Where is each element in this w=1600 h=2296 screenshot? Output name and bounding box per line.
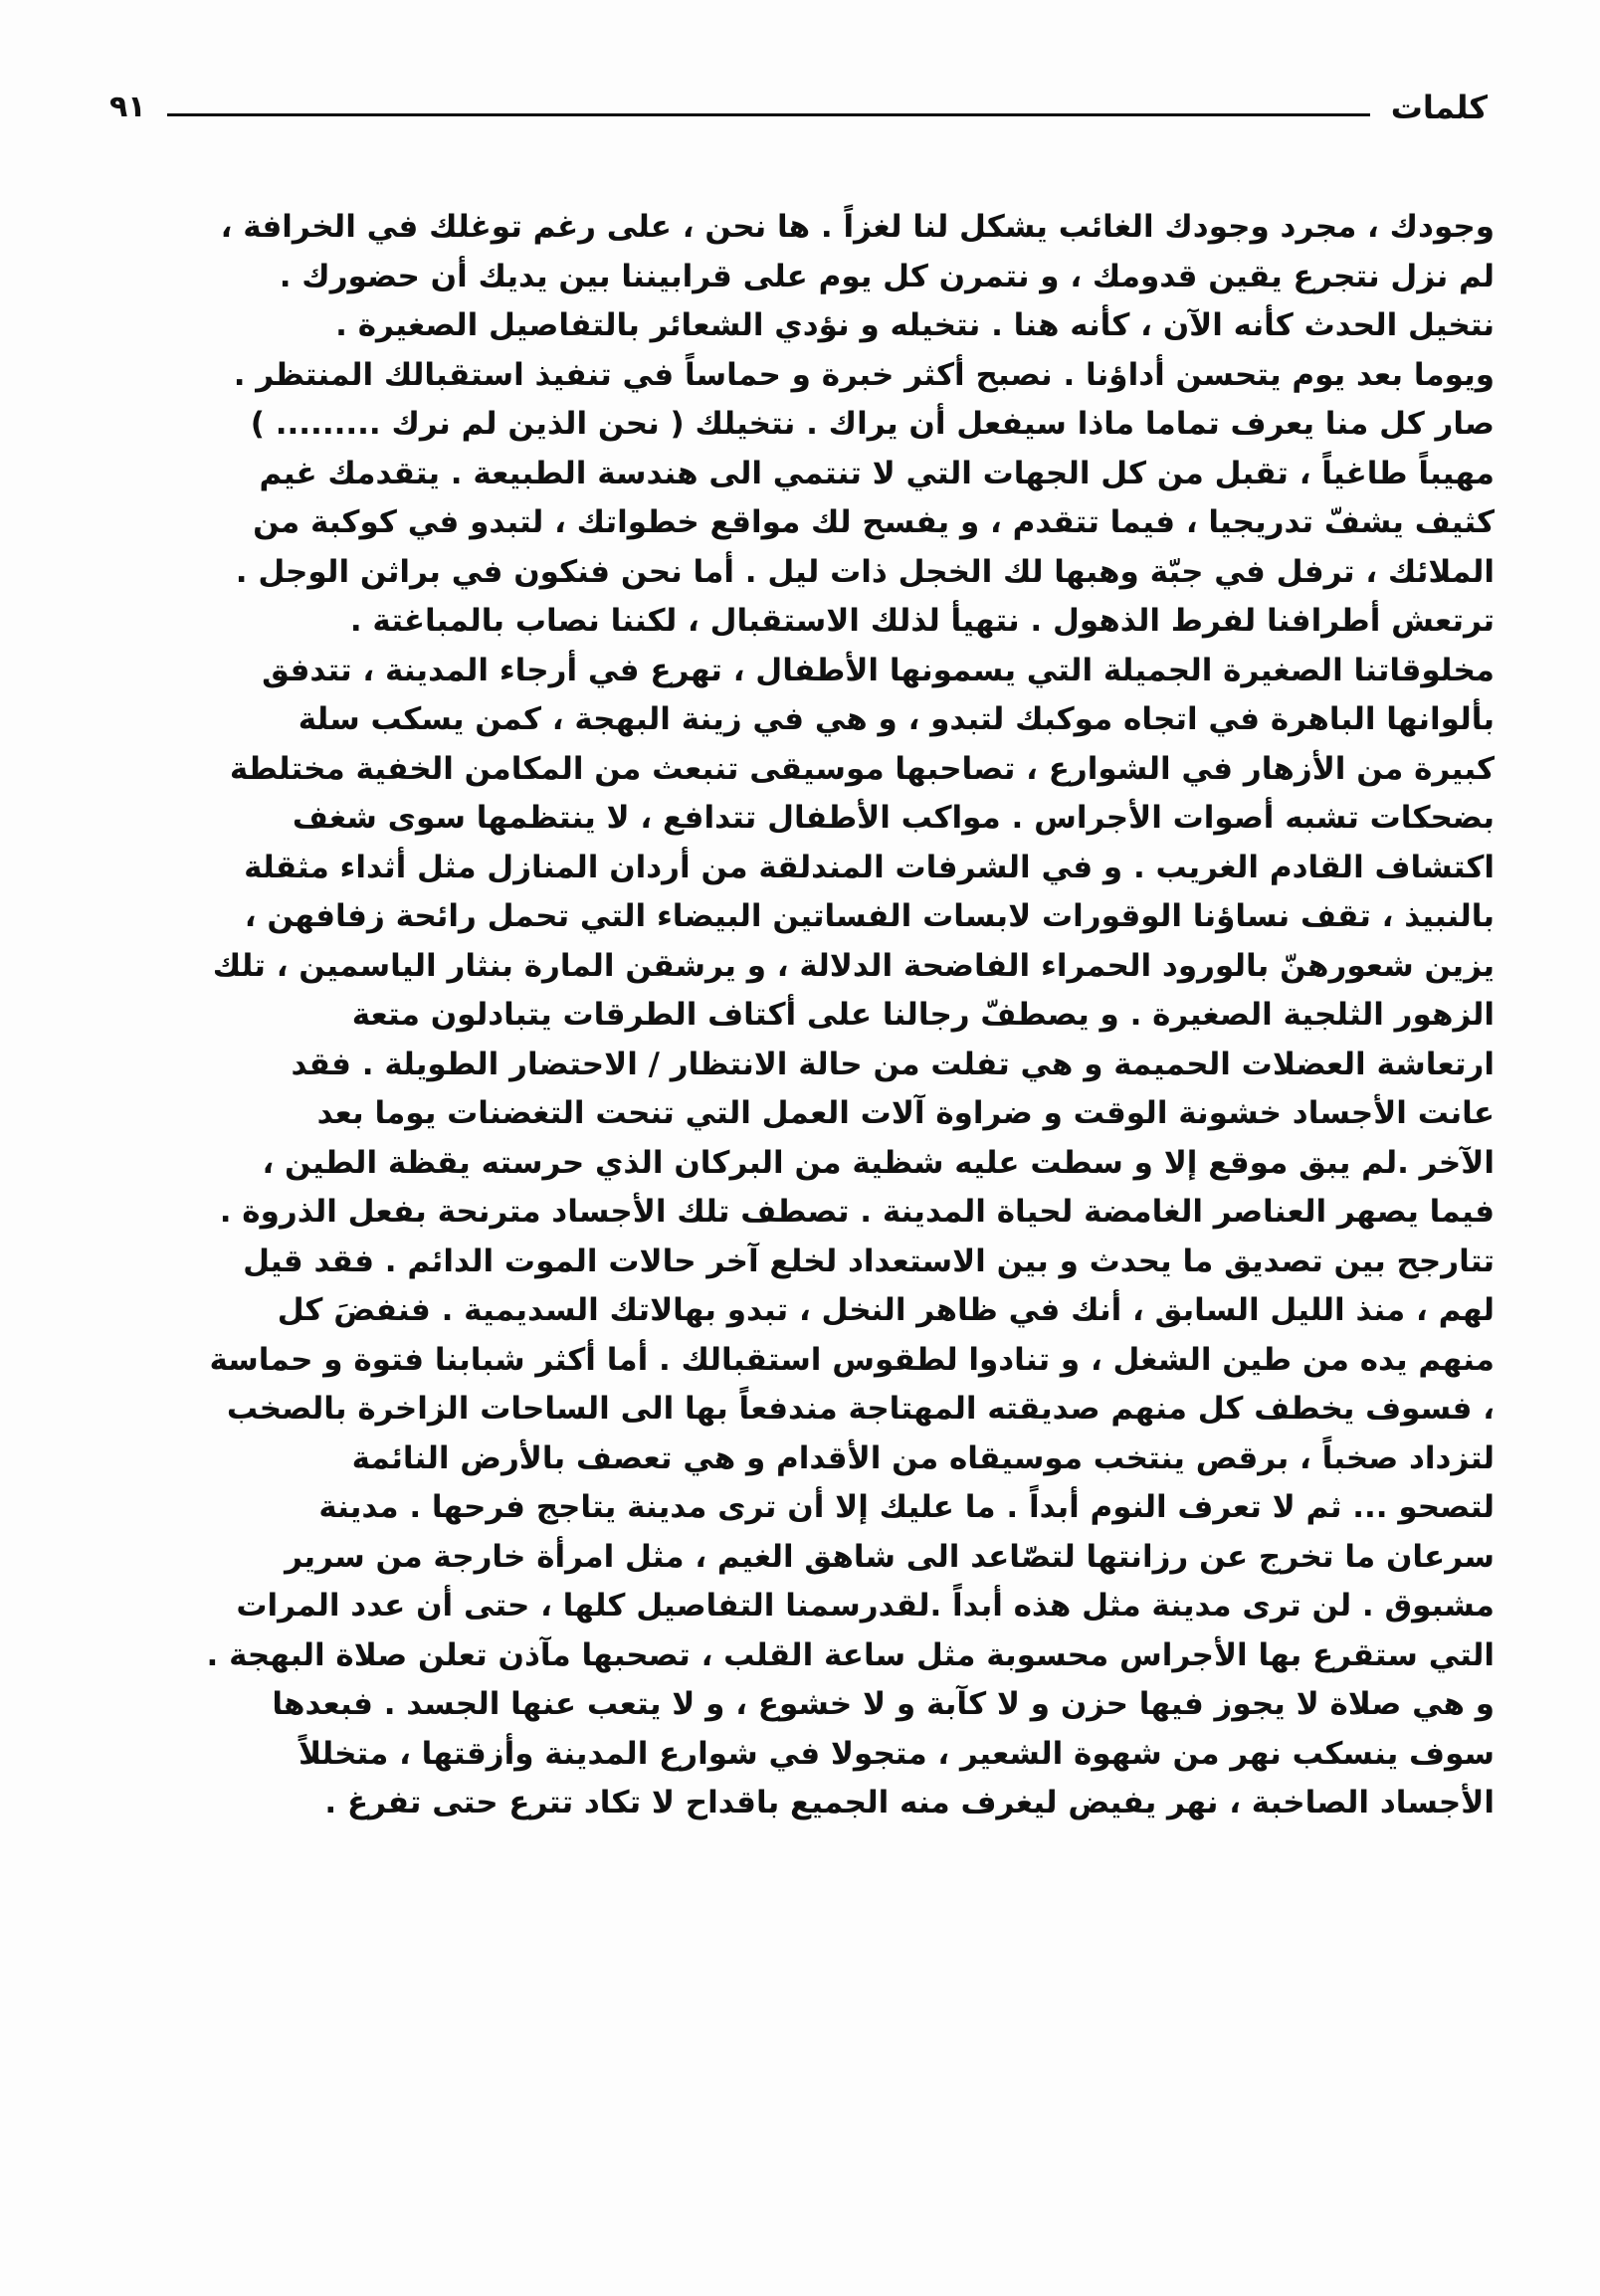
text-line: نتخيل الحدث كأنه الآن ، كأنه هنا . نتخيله و نؤدي الشعائر بالتفاصيل الصغيرة .: [335, 307, 1495, 343]
text-line: بألوانها الباهرة في اتجاه موكبك لتبدو ، و هي في زينة البهجة ، كمن يسكب سلة: [298, 701, 1495, 737]
text-line: مشبوق . لن ترى مدينة مثل هذه أبداً .لقدرسمنا التفاصيل كلها ، حتى أن عدد المرات: [236, 1588, 1495, 1624]
text-line: و هي صلاة لا يجوز فيها حزن و لا كآبة و لا خشوع ، و لا يتعب عنها الجسد . فبعدها: [272, 1686, 1495, 1722]
text-line: ، فسوف يخطف كل منهم صديقته المهتاجة مندفعاً بها الى الساحات الزاخرة بالصخب: [226, 1391, 1495, 1427]
text-line: عانت الأجساد خشونة الوقت و ضراوة آلات العمل التي تنحت التغضنات يوما بعد: [316, 1095, 1495, 1131]
text-line: يزين شعورهنّ بالورود الحمراء الفاضحة الدلالة ، و يرشقن المارة بنثار الياسمين ، تلك: [212, 947, 1495, 984]
text-line: ترتعش أطرافنا لفرط الذهول . نتهيأ لذلك الاستقبال ، لكننا نصاب بالمباغتة .: [349, 603, 1495, 639]
running-title: كلمات: [1390, 89, 1488, 126]
text-line: وجودك ، مجرد وجودك الغائب يشكل لنا لغزاً . ها نحن ، على رغم توغلك في الخرافة ،: [220, 209, 1495, 245]
text-line: اكتشاف القادم الغريب . و في الشرفات المندلقة من أردان المنازل مثل أثداء مثقلة: [244, 849, 1495, 885]
text-line: الملائك ، ترفل في جبّة وهبها لك الخجل ذات ليل . أما نحن فنكون في براثن الوجل .: [235, 553, 1495, 590]
text-line: صار كل منا يعرف تماما ماذا سيفعل أن يراك . نتخيلك ( نحن الذين لم نرك ......... ): [250, 406, 1495, 442]
text-line: منهم يده من طين الشغل ، و تنادوا لطقوس استقبالك . أما أكثر شبابنا فتوة و حماسة: [209, 1341, 1495, 1378]
text-line: لتصحو ... ثم لا تعرف النوم أبداً . ما عليك إلا أن ترى مدينة يتاجج فرحها . مدينة: [318, 1489, 1495, 1525]
text-line: لم نزل نتجرع يقين قدومك ، و نتمرن كل يوم على قرابيننا بين يديك أن حضورك .: [279, 258, 1495, 294]
text-line: ويوما بعد يوم يتحسن أداؤنا . نصبح أكثر خبرة و حماساً في تنفيذ استقبالك المنتظر .: [233, 356, 1495, 393]
header-rule: [167, 113, 1370, 116]
text-line: كبيرة من الأزهار في الشوارع ، تصاحبها موسيقى تنبعث من المكامن الخفية مختلطة: [229, 750, 1495, 787]
text-line: الزهور الثلجية الصغيرة . و يصطفّ رجالنا على أكتاف الطرقات يتبادلون متعة: [351, 997, 1495, 1033]
text-line: فيما يصهر العناصر الغامضة لحياة المدينة . تصطف تلك الأجساد مترنحة بفعل الذروة .: [219, 1194, 1495, 1230]
text-line: بالنبيذ ، تقف نساؤنا الوقورات لابسات الفساتين البيضاء التي تحمل رائحة زفافهن ،: [244, 898, 1495, 934]
text-line: الأجساد الصاخبة ، نهر يفيض ليغرف منه الجميع باقداح لا تكاد تترع حتى تفرغ .: [324, 1785, 1495, 1820]
text-line: كثيف يشفّ تدريجيا ، فيما تتقدم ، و يفسح لك مواقع خطواتك ، لتبدو في كوكبة من: [253, 504, 1495, 540]
text-line: مخلوقاتنا الصغيرة الجميلة التي يسمونها الأطفال ، تهرع في أرجاء المدينة ، تتدفق: [262, 652, 1495, 688]
text-line: بضحكات تشبه أصوات الأجراس . مواكب الأطفال تتدافع ، لا ينتظمها سوى شغف: [292, 800, 1495, 836]
page-header: [109, 88, 1488, 127]
text-line: مهيباً طاغياً ، تقبل من كل الجهات التي لا تنتمي الى هندسة الطبيعة . يتقدمك غيم: [259, 455, 1495, 491]
text-line: سرعان ما تخرج عن رزانتها لتصّاعد الى شاهق الغيم ، مثل امرأة خارجة من سرير: [285, 1538, 1495, 1575]
text-line: سوف ينسكب نهر من شهوة الشعير ، متجولا في شوارع المدينة وأزقتها ، متخللاً: [298, 1735, 1495, 1772]
body-text: [82, 203, 1495, 2222]
text-line: لتزداد صخباً ، برقص ينتخب موسيقاه من الأقدام و هي تعصف بالأرض النائمة: [351, 1439, 1495, 1476]
text-line: ارتعاشة العضلات الحميمة و هي تفلت من حالة الانتظار / الاحتضار الطويلة . فقد: [291, 1046, 1495, 1082]
text-line: الآخر .لم يبق موقع إلا و سطت عليه شظية من البركان الذي حرسته يقظة الطين ،: [262, 1144, 1495, 1181]
text-line: التي ستقرع بها الأجراس محسوبة مثل ساعة القلب ، تصحبها مآذن تعلن صلاة البهجة .: [206, 1636, 1495, 1673]
text-line: لهم ، منذ الليل السابق ، أنك في ظاهر النخل ، تبدو بهالاتك السديمية . فنفضَ كل: [277, 1292, 1495, 1328]
page-number: ٩١: [109, 90, 146, 124]
text-line: تتارجح بين تصديق ما يحدث و بين الاستعداد لخلع آخر حالات الموت الدائم . فقد قيل: [243, 1243, 1495, 1279]
